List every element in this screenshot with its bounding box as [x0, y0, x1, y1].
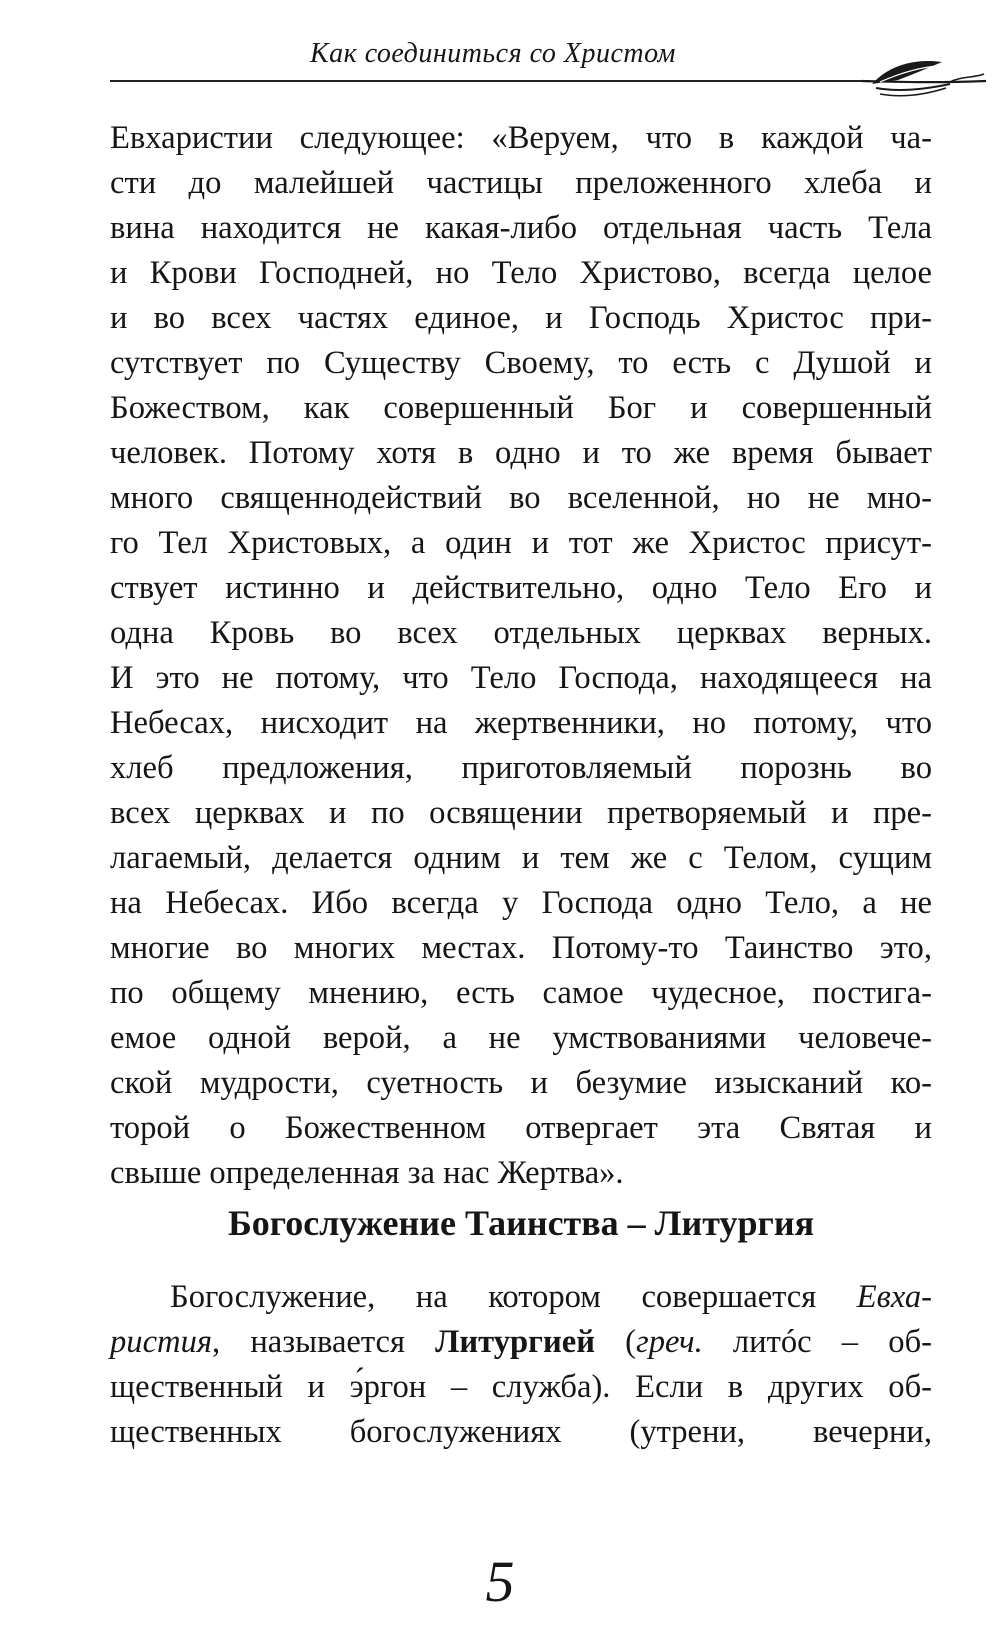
page-number: 5 [485, 1549, 515, 1614]
text-line: вина находится не какая-либо отдельная часть Тела [110, 210, 932, 246]
text-line: И это не потому, что Тело Господа, находящееся на [110, 660, 932, 696]
text-run: ( [594, 1324, 637, 1360]
text-run: Богослужение, на котором совершается [170, 1279, 857, 1315]
text-line: лагаемый, делается одним и тем же с Телом, сущим [110, 840, 932, 876]
text-line: го Тел Христовых, а один и тот же Христос присут- [110, 525, 932, 561]
text-line: емое одной верой, а не умствованиями человече- [110, 1020, 932, 1056]
italic-abbreviation: греч. [636, 1324, 703, 1360]
italic-term: Евха- [856, 1279, 932, 1315]
text-line: сутствует по Существу Своему, то есть с Душой и [110, 345, 932, 381]
text-line: человек. Потому хотя в одно и то же время бывает [110, 435, 932, 471]
paragraph-quote [110, 116, 932, 1196]
bold-term: Литургией [435, 1324, 595, 1360]
text-line: ской мудрости, суетность и безумие изысканий ко- [110, 1065, 932, 1101]
text-line: на Небесах. Ибо всегда у Господа одно Тело, а не [110, 885, 932, 921]
text-line: щественных богослужениях (утрени, вечерни, [110, 1414, 932, 1450]
text-line: Небесах, нисходит на жертвенники, но потому, что [110, 705, 932, 741]
text-run: литóс – об- [702, 1324, 932, 1360]
text-line: свыше определенная за нас Жертва». [110, 1155, 624, 1191]
running-title: Как соединиться со Христом [310, 38, 676, 69]
section-heading: Богослужение Таинства – Литургия [227, 1203, 815, 1243]
text-line: хлеб предложения, приготовляемый порознь во [110, 750, 932, 786]
text-line: много священнодействий во вселенной, но не мно- [110, 480, 932, 516]
main-text [110, 116, 932, 1196]
text-run: , называется [212, 1324, 436, 1360]
italic-term: ристия [110, 1324, 212, 1360]
text-line: одна Кровь во всех отдельных церквах верных. [110, 615, 932, 651]
paragraph-liturgy [110, 1275, 932, 1455]
text-line: щественный и э́ргон – служба). Если в других об- [110, 1369, 932, 1405]
text-line: Божеством, как совершенный Бог и совершенный [110, 390, 932, 426]
text-line [110, 1275, 932, 1320]
text-line: ствует истинно и действительно, одно Тело Его и [110, 570, 932, 606]
liturgy-text [110, 1275, 932, 1455]
running-head [110, 38, 990, 86]
header-rule [110, 80, 870, 82]
text-line: Евхаристии следующее: «Веруем, что в каждой ча- [110, 120, 932, 156]
text-line: сти до малейшей частицы преложенного хлеба и [110, 165, 932, 201]
text-line: многие во многих местах. Потому-то Таинство это, [110, 930, 932, 966]
text-line: всех церквах и по освящении претворяемый и пре- [110, 795, 932, 831]
text-line: торой о Божественном отвергает эта Святая и [110, 1110, 932, 1146]
feather-pen-ornament-icon [858, 48, 990, 108]
text-line: и во всех частях единое, и Господь Христос при- [110, 300, 932, 336]
text-line [110, 1320, 932, 1365]
text-line: по общему мнению, есть самое чудесное, постига- [110, 975, 932, 1011]
text-line: и Крови Господней, но Тело Христово, всегда целое [110, 255, 932, 291]
